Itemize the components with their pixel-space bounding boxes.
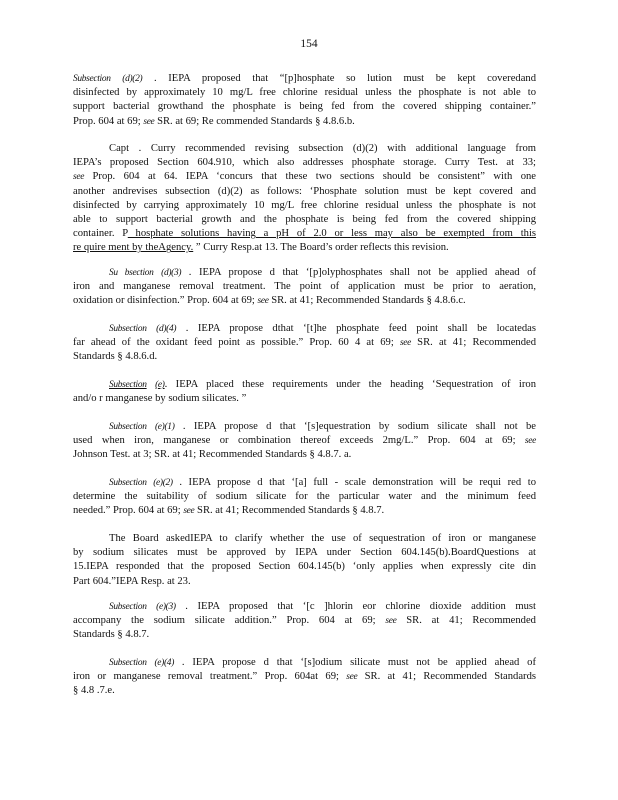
- text-line: [73, 185, 536, 199]
- text-run: (e)(3): [156, 602, 176, 612]
- text-run: Standards § 4.8.7.: [73, 629, 150, 641]
- paragraph-curry-recommendation: [73, 142, 536, 256]
- text-line: [73, 684, 536, 698]
- text-line: [73, 115, 536, 129]
- text-run: Subsection: [109, 478, 147, 488]
- text-run: Prop. 604 at 64. IEPA ‘concurs that these two sections should be consistent” with one: [84, 171, 536, 183]
- text-run: Subsection: [109, 602, 147, 612]
- paragraph-subsection-e4: [73, 656, 536, 699]
- text-run: and/o r manganese by sodium silicates. ”: [73, 393, 247, 405]
- text-run: accompany the sodium silicate addition.” Prop. 604 at 69;: [73, 615, 386, 627]
- text-run: ” Curry Resp.at 13. The Board’s order reflects this revision.: [193, 242, 449, 254]
- text-run: Su bsection: [109, 268, 154, 278]
- text-run: see: [346, 672, 358, 683]
- text-line: [73, 670, 536, 684]
- text-line: [73, 72, 536, 86]
- text-line: [73, 575, 536, 589]
- text-line: [73, 378, 536, 392]
- paragraph-subsection-d4: [73, 322, 536, 365]
- text-run: see: [73, 172, 85, 183]
- text-line: [73, 476, 536, 490]
- text-run: [111, 73, 123, 84]
- text-run: (d)(4): [156, 324, 177, 334]
- text-run: SR. at 41; Recommended: [411, 337, 536, 349]
- text-line: [73, 420, 536, 434]
- text-run: (e): [155, 380, 165, 390]
- text-run: Subsection: [109, 380, 147, 390]
- text-run: by sodium silicates must be approved by IEPA under Section 604.145(b).BoardQuestions at: [73, 547, 536, 559]
- text-run: support bacterial growthand the phosphate is being fed from the covered shipping container.”: [73, 101, 536, 113]
- text-run: Subsection: [73, 74, 111, 84]
- text-line: [73, 350, 536, 364]
- text-run: . IEPA propose d that ‘[s]equestration by sodium silicate shall not be: [174, 421, 536, 432]
- text-run: Subsection: [109, 324, 147, 334]
- text-run: see: [257, 296, 269, 307]
- paragraph-subsection-e2: [73, 476, 536, 519]
- text-run: see: [399, 338, 412, 349]
- text-run: (d)(3): [161, 268, 182, 278]
- text-run: [147, 421, 155, 432]
- text-line: [73, 392, 536, 406]
- text-run: needed.” Prop. 604 at 69;: [73, 505, 184, 517]
- text-line: [73, 280, 536, 294]
- paragraph-subsection-e: [73, 378, 536, 406]
- text-line: [73, 546, 536, 560]
- paragraph-board-clarification: [73, 532, 536, 589]
- text-line: [73, 227, 536, 241]
- text-run: iron and manganese removal treatment. The point of application must be prior to aeration,: [73, 281, 536, 293]
- text-run: . IEPA placed these requirements under the heading ‘Sequestration of iron: [164, 379, 536, 390]
- text-run: [154, 267, 162, 278]
- text-run: see: [385, 616, 397, 627]
- text-line: [73, 628, 536, 642]
- text-run: another andrevises subsection (d)(2) as follows: ‘Phosphate solution must be kept covered and: [73, 185, 536, 197]
- text-run: container. P: [73, 228, 128, 240]
- text-run: Part 604.”IEPA Resp. at 23.: [73, 575, 191, 587]
- text-run: Subsection: [109, 422, 147, 432]
- text-line: [73, 336, 536, 350]
- text-run: . IEPA propose dthat ‘[t]he phosphate feed point shall be locatedas: [176, 323, 537, 334]
- text-run: (e)(4): [154, 658, 175, 668]
- paragraph-subsection-e1: [73, 420, 536, 463]
- text-run: disinfected by approximately 10 mg/L free chlorine residual unless the phosphate is not able to: [73, 87, 536, 99]
- text-line: [73, 156, 536, 170]
- text-line: [73, 100, 536, 114]
- text-run: Capt . Curry recommended revising subsection (d)(2) with additional language from: [109, 143, 536, 154]
- text-run: used when iron, manganese or combination thereof exceeds 2mg/L.” Prop. 604 at 69;: [73, 435, 525, 447]
- text-line: [73, 142, 536, 156]
- text-run: [147, 601, 157, 612]
- text-run: see: [143, 116, 155, 127]
- text-line: [73, 560, 536, 574]
- paragraph-subsection-e3: [73, 600, 536, 643]
- text-line: [73, 170, 536, 184]
- paragraph-subsection-d2: [73, 72, 536, 129]
- paragraph-subsection-d3: [73, 266, 536, 309]
- text-run: SR. at 41; Recommended: [396, 615, 536, 627]
- text-run: SR. at 41; Recommended Standards: [357, 671, 536, 683]
- text-line: [73, 532, 536, 546]
- text-run: [147, 379, 155, 390]
- text-line: [73, 213, 536, 227]
- text-run: § 4.8 .7.e.: [73, 685, 115, 697]
- text-line: [73, 86, 536, 100]
- text-run: . IEPA propose d that ‘[p]olyphosphates shall not be applied ahead of: [181, 267, 536, 278]
- text-run: determine the suitability of sodium silicate for the particular water and the minimum feed: [73, 491, 536, 503]
- text-run: Subsection: [109, 658, 147, 668]
- text-run: oxidation or disinfection.” Prop. 604 at 69;: [73, 295, 258, 307]
- page-number: 154: [300, 38, 318, 50]
- text-run: . IEPA proposed that “[p]hosphate so lution must be kept coveredand: [142, 73, 536, 84]
- text-run: SR. at 41; Recommended Standards § 4.8.7.: [194, 505, 385, 517]
- text-run: SR. at 41; Recommended Standards § 4.8.6.c.: [268, 295, 466, 307]
- text-line: [73, 294, 536, 308]
- text-line: [73, 322, 536, 336]
- text-run: see: [183, 506, 195, 517]
- text-run: IEPA’s proposed Section 604.910, which also addresses phosphate storage. Curry Test. at 33;: [73, 157, 536, 169]
- text-run: hosphate solutions having a pH of 2.0 or less may also be exempted from this: [127, 228, 537, 240]
- text-run: far ahead of the oxidant feed point as possible.” Prop. 60 4 at 69;: [73, 337, 400, 349]
- text-line: [73, 434, 536, 448]
- text-run: . IEPA propose d that ‘[s]odium silicate must not be applied ahead of: [174, 657, 536, 668]
- text-run: Johnson Test. at 3; SR. at 41; Recommended Standards § 4.8.7. a.: [73, 449, 352, 461]
- text-run: iron or manganese removal treatment.” Prop. 604at 69;: [73, 671, 347, 683]
- text-run: Standards § 4.8.6.d.: [73, 351, 158, 363]
- text-run: able to support bacterial growth and the phosphate is being fed from the covered shipping: [73, 214, 536, 226]
- text-run: . IEPA propose d that ‘[a] full - scale demonstration will be requi red to: [172, 477, 536, 488]
- text-run: disinfected by carrying approximately 10 mg/L free chlorine residual unless the phosphate is not: [73, 199, 536, 211]
- text-line: [73, 504, 536, 518]
- text-run: SR. at 69; Re commended Standards § 4.8.6.b.: [154, 115, 355, 127]
- text-line: [73, 490, 536, 504]
- text-run: The Board askedIEPA to clarify whether the use of sequestration of iron or manganese: [109, 533, 536, 544]
- text-line: [73, 266, 536, 280]
- text-run: re quire ment by theAgency.: [73, 242, 194, 254]
- text-run: (d)(2): [122, 74, 143, 84]
- text-run: . IEPA proposed that ‘[c ]hlorin eor chlorine dioxide addition must: [175, 601, 536, 612]
- text-line: [73, 656, 536, 670]
- text-run: (e)(1): [154, 422, 175, 432]
- text-run: [147, 323, 157, 334]
- text-line: [73, 614, 536, 628]
- text-run: 15.IEPA responded that the proposed Section 604.145(b) ‘only applies when expressly cite din: [73, 561, 536, 573]
- text-line: [73, 199, 536, 213]
- text-run: Prop. 604 at 69;: [73, 115, 144, 127]
- text-line: [73, 600, 536, 614]
- text-run: (e)(2): [153, 478, 173, 488]
- text-line: [73, 241, 536, 255]
- text-line: [73, 448, 536, 462]
- text-run: see: [524, 436, 536, 447]
